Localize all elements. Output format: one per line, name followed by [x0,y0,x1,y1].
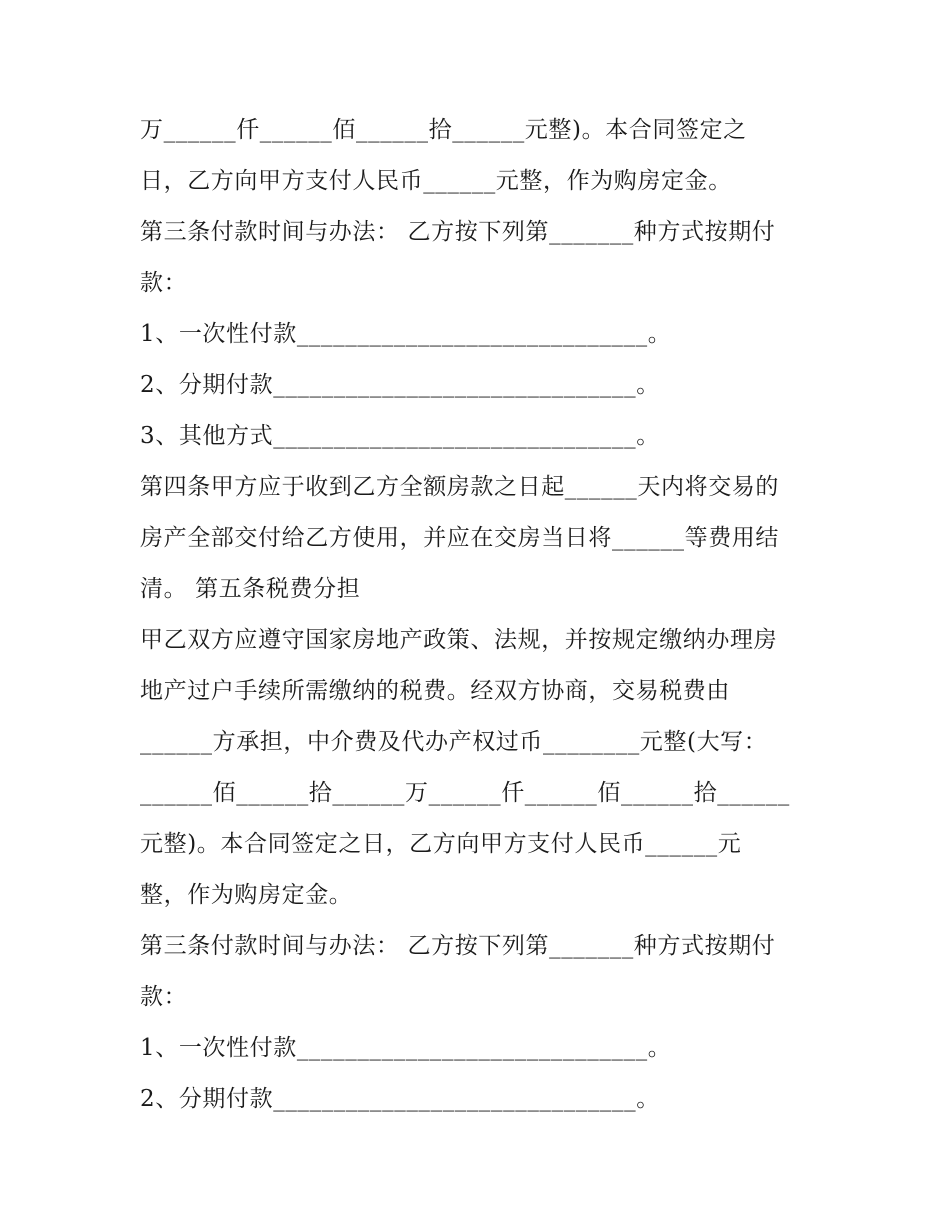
text-line: 款： [140,984,188,1010]
text-line: 2、分期付款______________________________。 [140,1086,660,1112]
text-line: 3、其他方式______________________________。 [140,423,660,449]
text-line: 第三条付款时间与办法： 乙方按下列第_______种方式按期付 [140,219,776,245]
text-line: 1、一次性付款_____________________________。 [140,1035,672,1061]
text-line: 2、分期付款______________________________。 [140,372,660,398]
text-line: 房产全部交付给乙方使用，并应在交房当日将______等费用结 [140,525,779,551]
text-line: 第三条付款时间与办法： 乙方按下列第_______种方式按期付 [140,933,776,959]
text-line: 款： [140,270,188,296]
text-line: 第四条甲方应于收到乙方全额房款之日起______天内将交易的 [140,474,779,500]
text-line: 元整)。本合同签定之日，乙方向甲方支付人民币______元 [140,831,742,857]
text-line: ______方承担，中介费及代办产权过币________元整(大写： [140,729,768,755]
text-line: 日，乙方向甲方支付人民币______元整，作为购房定金。 [140,168,732,194]
text-line: 清。 第五条税费分担 [140,576,361,602]
text-line: ______佰______拾______万______仟______佰______拾______ [140,780,790,806]
text-line: 地产过户手续所需缴纳的税费。经双方协商，交易税费由 [140,678,730,704]
text-line: 1、一次性付款_____________________________。 [140,321,672,347]
text-line: 万______仟______佰______拾______元整)。本合同签定之 [140,117,747,143]
document-body [140,105,820,1125]
text-line: 甲乙双方应遵守国家房地产政策、法规，并按规定缴纳办理房 [140,627,778,653]
text-line: 整，作为购房定金。 [140,882,353,908]
